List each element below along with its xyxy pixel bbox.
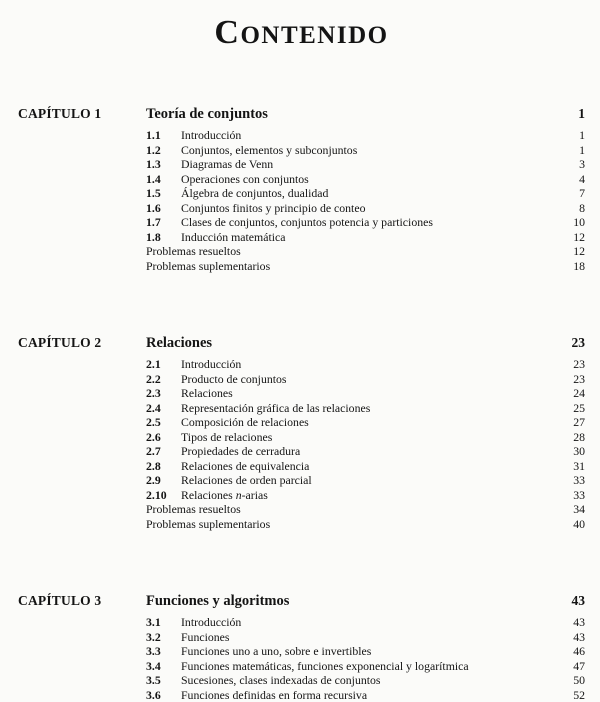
entry-page-number: 12 — [557, 244, 585, 259]
toc-entry — [146, 644, 585, 659]
toc-entry — [146, 401, 585, 416]
toc-entry — [146, 215, 585, 230]
toc-entry — [146, 459, 585, 474]
entry-title: Funciones definidas en forma recursiva — [181, 688, 557, 702]
toc-entry — [146, 259, 585, 274]
toc-entry — [146, 143, 585, 158]
section-number: 2.6 — [146, 430, 181, 445]
toc-entry — [146, 659, 585, 674]
entry-title: Problemas resueltos — [146, 502, 557, 517]
title-initial: C — [214, 14, 240, 51]
toc-entry — [146, 415, 585, 430]
entry-title: Operaciones con conjuntos — [181, 172, 557, 187]
entry-page-number: 18 — [557, 259, 585, 274]
section-number: 2.8 — [146, 459, 181, 474]
entry-title: Propiedades de cerradura — [181, 444, 557, 459]
section-number: 3.2 — [146, 630, 181, 645]
entry-title: Conjuntos finitos y principio de conteo — [181, 201, 557, 216]
entry-title: Funciones uno a uno, sobre e invertibles — [181, 644, 557, 659]
section-number: 1.6 — [146, 201, 181, 216]
entry-page-number: 8 — [557, 201, 585, 216]
section-number: 3.4 — [146, 659, 181, 674]
entry-page-number: 31 — [557, 459, 585, 474]
section-number: 3.5 — [146, 673, 181, 688]
entry-page-number: 40 — [557, 517, 585, 532]
toc-entry — [146, 473, 585, 488]
entry-title: Problemas resueltos — [146, 244, 557, 259]
section-number: 2.5 — [146, 415, 181, 430]
section-number: 1.2 — [146, 143, 181, 158]
toc-entry — [146, 386, 585, 401]
entry-page-number: 43 — [557, 615, 585, 630]
entry-page-number: 1 — [557, 128, 585, 143]
section-number: 3.1 — [146, 615, 181, 630]
chapter-page-number: 1 — [557, 104, 585, 123]
toc-entry — [146, 630, 585, 645]
section-number: 1.8 — [146, 230, 181, 245]
entry-title: Relaciones — [181, 386, 557, 401]
entry-page-number: 43 — [557, 630, 585, 645]
section-number: 2.3 — [146, 386, 181, 401]
entry-page-number: 10 — [557, 215, 585, 230]
entry-title: Relaciones de orden parcial — [181, 473, 557, 488]
entry-title: Funciones matemáticas, funciones exponencial y logarítmica — [181, 659, 557, 674]
section-number: 2.9 — [146, 473, 181, 488]
entry-title: Composición de relaciones — [181, 415, 557, 430]
entry-page-number: 47 — [557, 659, 585, 674]
entry-page-number: 33 — [557, 488, 585, 503]
chapter-block — [18, 591, 585, 702]
section-number: 1.1 — [146, 128, 181, 143]
entry-title: Sucesiones, clases indexadas de conjuntos — [181, 673, 557, 688]
entry-title: Relaciones n-arias — [181, 488, 557, 503]
toc-entry — [146, 673, 585, 688]
chapter-title: Funciones y algoritmos — [146, 592, 557, 611]
entry-title: Producto de conjuntos — [181, 372, 557, 387]
entry-page-number: 50 — [557, 673, 585, 688]
entry-page-number: 33 — [557, 473, 585, 488]
section-number: 2.10 — [146, 488, 181, 503]
toc-entry — [146, 430, 585, 445]
toc-entry — [146, 372, 585, 387]
toc-entry — [146, 172, 585, 187]
entry-page-number: 23 — [557, 357, 585, 372]
section-number: 3.3 — [146, 644, 181, 659]
section-number: 1.4 — [146, 172, 181, 187]
chapter-label: CAPÍTULO 3 — [18, 593, 101, 609]
chapter-heading-row — [146, 591, 585, 611]
toc-entry — [146, 517, 585, 532]
entry-page-number: 34 — [557, 502, 585, 517]
chapter-label: CAPÍTULO 1 — [18, 106, 101, 122]
entry-title: Álgebra de conjuntos, dualidad — [181, 186, 557, 201]
toc-entry — [146, 186, 585, 201]
entry-title: Diagramas de Venn — [181, 157, 557, 172]
entry-title: Tipos de relaciones — [181, 430, 557, 445]
entry-page-number: 28 — [557, 430, 585, 445]
toc-entry — [146, 615, 585, 630]
entry-title: Introducción — [181, 615, 557, 630]
section-number: 2.2 — [146, 372, 181, 387]
entry-page-number: 12 — [557, 230, 585, 245]
entry-page-number: 52 — [557, 688, 585, 702]
toc-entry — [146, 157, 585, 172]
toc-entry — [146, 688, 585, 702]
toc-entry — [146, 128, 585, 143]
chapter-label: CAPÍTULO 2 — [18, 335, 101, 351]
toc-entry — [146, 244, 585, 259]
entry-page-number: 27 — [557, 415, 585, 430]
entry-title: Relaciones de equivalencia — [181, 459, 557, 474]
chapter-title: Teoría de conjuntos — [146, 105, 557, 124]
chapter-title: Relaciones — [146, 334, 557, 353]
chapter-heading-row — [146, 333, 585, 353]
entry-page-number: 30 — [557, 444, 585, 459]
section-number: 2.7 — [146, 444, 181, 459]
entry-title: Problemas suplementarios — [146, 517, 557, 532]
entry-title: Problemas suplementarios — [146, 259, 557, 274]
section-number: 2.4 — [146, 401, 181, 416]
entry-page-number: 23 — [557, 372, 585, 387]
section-number: 1.3 — [146, 157, 181, 172]
section-number: 3.6 — [146, 688, 181, 702]
entry-page-number: 4 — [557, 172, 585, 187]
entry-page-number: 7 — [557, 186, 585, 201]
entry-title: Clases de conjuntos, conjuntos potencia y particiones — [181, 215, 557, 230]
entry-title: Conjuntos, elementos y subconjuntos — [181, 143, 557, 158]
toc-entry — [146, 357, 585, 372]
title-rest: ONTENIDO — [240, 22, 388, 49]
chapter-page-number: 43 — [557, 591, 585, 610]
section-number: 2.1 — [146, 357, 181, 372]
toc — [18, 104, 585, 702]
entry-page-number: 24 — [557, 386, 585, 401]
entry-title: Introducción — [181, 128, 557, 143]
chapter-block — [18, 104, 585, 273]
toc-entry — [146, 230, 585, 245]
page-title — [18, 12, 585, 60]
entry-title: Introducción — [181, 357, 557, 372]
entry-title: Inducción matemática — [181, 230, 557, 245]
entry-title: Representación gráfica de las relaciones — [181, 401, 557, 416]
entry-page-number: 25 — [557, 401, 585, 416]
chapter-heading-row — [146, 104, 585, 124]
chapter-page-number: 23 — [557, 333, 585, 352]
section-number: 1.5 — [146, 186, 181, 201]
entry-page-number: 46 — [557, 644, 585, 659]
toc-entry — [146, 201, 585, 216]
entry-page-number: 1 — [557, 143, 585, 158]
toc-entry — [146, 488, 585, 503]
entry-page-number: 3 — [557, 157, 585, 172]
chapter-block — [18, 333, 585, 531]
toc-entry — [146, 444, 585, 459]
entry-title: Funciones — [181, 630, 557, 645]
toc-entry — [146, 502, 585, 517]
section-number: 1.7 — [146, 215, 181, 230]
